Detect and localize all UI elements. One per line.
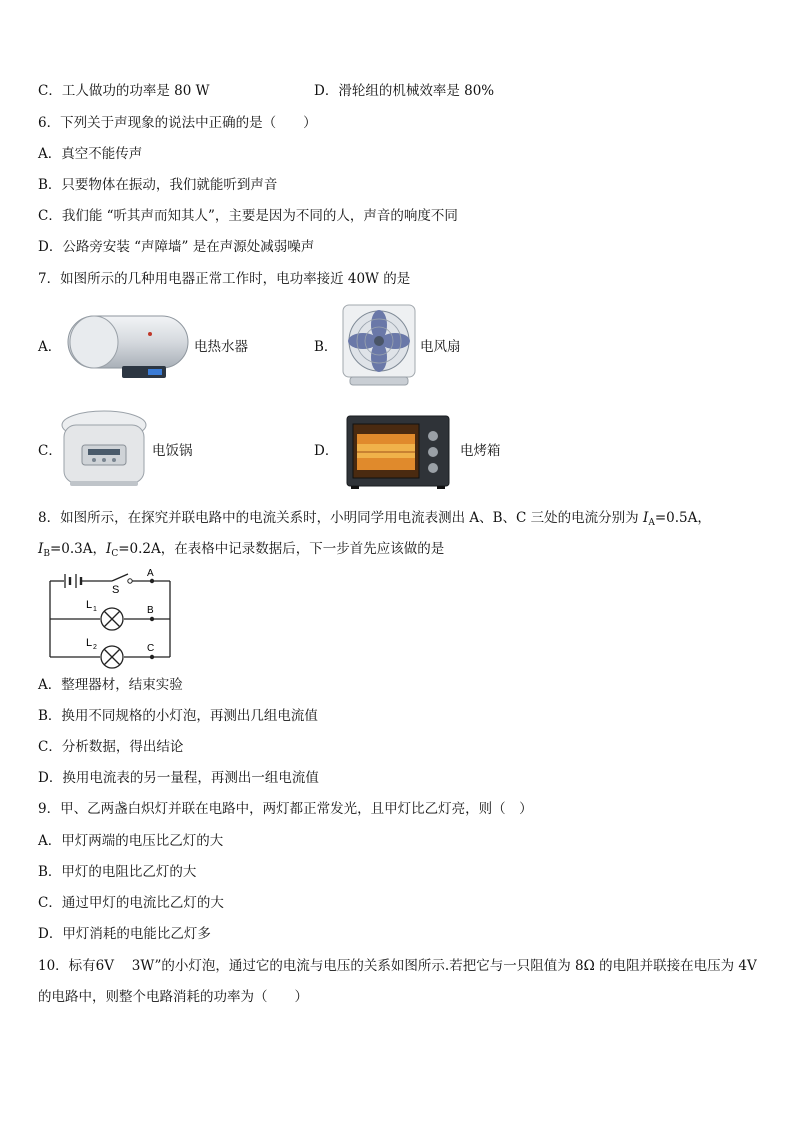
lamp-l2-label: L — [86, 637, 93, 649]
q9-stem: 9．甲、乙两盏白炽灯并联在电路中，两灯都正常发光，且甲灯比乙灯亮，则（ ） — [38, 801, 533, 817]
q9-option-a: A．甲灯两端的电压比乙灯的大 — [38, 833, 224, 849]
node-a-label: A — [147, 568, 154, 579]
node-c-label: C — [147, 643, 155, 654]
lamp-l1-label: L — [86, 599, 93, 611]
water-heater-image — [64, 312, 192, 382]
q6-option-c: C．我们能 “听其声而知其人”，主要是因为不同的人，声音的响度不同 — [38, 208, 458, 224]
q8-ic-subscript: C — [111, 549, 119, 559]
q8-ia-symbol: I — [642, 510, 649, 526]
q7-option-d-letter: D． — [314, 443, 339, 459]
q7-option-d-name: 电烤箱 — [460, 443, 501, 459]
q6-option-d: D．公路旁安装 “声障墙” 是在声源处减弱噪声 — [38, 239, 315, 255]
q8-option-b: B．换用不同规格的小灯泡，再测出几组电流值 — [38, 708, 318, 724]
lamp-l2-subscript: 2 — [93, 644, 97, 651]
q5-option-d: D．滑轮组的机械效率是 80% — [314, 83, 495, 99]
node-b-dot — [150, 617, 154, 621]
electric-fan-image — [340, 303, 418, 387]
q8-option-d: D．换用电流表的另一量程，再测出一组电流值 — [38, 770, 319, 786]
q8-ic-symbol: I — [106, 541, 112, 557]
node-a-dot — [150, 579, 154, 583]
q10-stem-line2: 的电路中，则整个电路消耗的功率为（ ） — [38, 989, 308, 1005]
q8-ic-value: =0.2A，在表格中记录数据后，下一步首先应该做的是 — [118, 541, 445, 557]
q5-option-c: C．工人做功的功率是 80 W — [38, 83, 210, 99]
q9-option-c: C．通过甲灯的电流比乙灯的大 — [38, 895, 224, 911]
rice-cooker-image — [58, 407, 150, 489]
q8-ia-subscript: A — [648, 518, 655, 528]
q7-option-a-name: 电热水器 — [194, 339, 248, 355]
switch-lever — [112, 574, 128, 581]
q8-stem-line1 — [38, 509, 711, 532]
q6-stem: 6．下列关于声现象的说法中正确的是（ ） — [38, 115, 317, 131]
switch-label: S — [112, 584, 120, 596]
q7-stem: 7．如图所示的几种用电器正常工作时，电功率接近 40W 的是 — [38, 271, 411, 287]
parallel-circuit-diagram — [40, 565, 180, 669]
q8-ib-symbol: I — [38, 541, 44, 557]
q8-stem-line2 — [38, 540, 444, 563]
node-c-dot — [150, 655, 154, 659]
q7-option-b-name: 电风扇 — [420, 339, 461, 355]
lamp-l1-subscript: 1 — [93, 606, 97, 613]
q8-ib-subscript: B — [43, 549, 50, 559]
q8-stem-text: 8．如图所示，在探究并联电路中的电流关系时，小明同学用电流表测出 A、B、C 三处的电流分别为 — [38, 510, 643, 526]
electric-oven-image — [345, 414, 451, 490]
q6-option-a: A．真空不能传声 — [38, 146, 143, 162]
q10-stem-line1: 10．标有6V 3W”的小灯泡，通过它的电流与电压的关系如图所示.若把它与一只阻值为 8Ω 的电阻并联接在电压为 4V — [38, 958, 757, 974]
q7-option-b-letter: B． — [314, 339, 338, 355]
q7-option-a-letter: A． — [38, 339, 62, 355]
q6-option-b: B．只要物体在振动，我们就能听到声音 — [38, 177, 278, 193]
q8-option-a: A．整理器材，结束实验 — [38, 677, 183, 693]
q9-option-b: B．甲灯的电阻比乙灯的大 — [38, 864, 197, 880]
q7-option-c-name: 电饭锅 — [152, 443, 193, 459]
q8-option-c: C．分析数据，得出结论 — [38, 739, 184, 755]
node-b-label: B — [147, 605, 154, 616]
q7-option-c-letter: C． — [38, 443, 62, 459]
q9-option-d: D．甲灯消耗的电能比乙灯多 — [38, 926, 211, 942]
q8-ib-value: =0.3A， — [49, 541, 106, 557]
q8-ia-value: =0.5A， — [654, 510, 711, 526]
